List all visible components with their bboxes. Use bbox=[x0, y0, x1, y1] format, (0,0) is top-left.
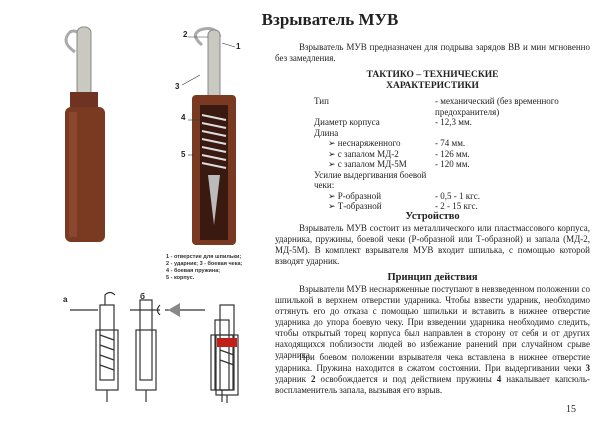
callout-3: 3 bbox=[175, 82, 180, 91]
intro-paragraph: Взрыватель МУВ предназначен для подрыва зарядов ВВ и мин мгновенно без замедления. bbox=[275, 42, 590, 63]
spec-label: Тип bbox=[314, 96, 329, 106]
ref-number: 2 bbox=[311, 374, 316, 384]
device-heading: Устройство bbox=[405, 211, 460, 222]
fuze-cutaway-photo bbox=[180, 25, 250, 250]
spec-label: ➢ Р-образной bbox=[328, 190, 382, 201]
text-run: накалывает капсюль-воспламенитель запала, вызывая его взрыв. bbox=[275, 374, 590, 395]
callout-5: 5 bbox=[181, 150, 186, 159]
spec-value: - 74 мм. bbox=[435, 138, 466, 148]
spec-row bbox=[314, 201, 584, 212]
page-title: Взрыватель МУВ bbox=[261, 10, 399, 29]
spec-row bbox=[314, 117, 584, 128]
text-run: При боевом положении взрывателя чека вставлена в нижнее отверстие ударника. Пружина находится в сжатом состоянии. При выдергивании чеки bbox=[275, 352, 590, 373]
spec-row bbox=[314, 138, 584, 149]
principle-paragraph-2 bbox=[275, 352, 590, 396]
tth-heading-line2: ХАРАКТЕРИСТИКИ bbox=[386, 81, 479, 91]
spec-row bbox=[314, 128, 584, 139]
caption-line: 5 - корпус. bbox=[166, 275, 195, 281]
caption-line: 1 - отверстие для шпильки; bbox=[166, 254, 242, 260]
diagram-label-b: б bbox=[140, 292, 145, 301]
spec-value: - 126 мм. bbox=[435, 148, 470, 159]
spec-value bbox=[435, 170, 584, 191]
spec-value: - 2 - 15 кгс. bbox=[435, 201, 478, 211]
text-run: освобождается и под действием пружины bbox=[315, 374, 497, 384]
spec-row bbox=[314, 170, 584, 191]
spec-value: - 120 мм. bbox=[435, 159, 470, 169]
spec-label: Диаметр корпуса bbox=[314, 117, 380, 127]
device-paragraph: Взрыватель МУВ состоит из металлического или пластмассового корпуса, ударника, пружины, боевой чеки (Р-образной или Т-образной) и запала (МД-2, МД-5М). В комплект взрывателя МУВ входит шпилька, с помощью которой взводят ударник. bbox=[275, 223, 590, 266]
spec-label: Усилие выдергивания боевой чеки: bbox=[314, 169, 427, 190]
caption-line: 2 - ударник; 3 - боевая чека; bbox=[166, 261, 243, 267]
ref-number: 3 bbox=[585, 363, 590, 373]
principle-heading: Принцип действия bbox=[387, 272, 478, 283]
callout-1: 1 bbox=[236, 42, 241, 51]
callout-4: 4 bbox=[181, 113, 186, 122]
spec-label: ➢ с запалом МД-5М bbox=[328, 159, 407, 169]
spec-row bbox=[314, 149, 584, 160]
spec-label: ➢ неснаряженного bbox=[328, 138, 401, 148]
spec-row bbox=[314, 159, 584, 170]
caption-line: 4 - боевая пружина; bbox=[166, 268, 221, 274]
ref-number: 4 bbox=[496, 374, 502, 384]
text-run: ударник bbox=[275, 374, 312, 384]
spec-value: - 12,3 мм. bbox=[435, 117, 472, 127]
spec-value bbox=[435, 128, 584, 139]
tth-heading bbox=[275, 70, 590, 92]
spec-row bbox=[314, 96, 584, 117]
callout-2: 2 bbox=[183, 30, 188, 39]
principle-paragraph-1: Взрыватели МУВ неснаряженные поступают в невзведенном положении со шпилькой в верхнем отверстии ударника. Чтобы взвести ударник, необходимо оттянуть его до отказа с помощью шпильки и вставить в нижнее отверстие ударника до упора боевую чеку. При взведении ударника необходимо следить, чтобы открытый торец корпуса был направлен в сторону от себя и от других находящихся поблизости людей во избежание ранений при случайном срыве ударника. bbox=[275, 284, 590, 360]
page-number: 15 bbox=[566, 404, 576, 415]
spec-label: ➢ с запалом МД-2 bbox=[328, 148, 399, 159]
fuze-photo bbox=[55, 22, 135, 247]
spec-value: - 0,5 - 1 кгс. bbox=[435, 190, 481, 201]
spec-row bbox=[314, 191, 584, 202]
diagram-label-a: а bbox=[63, 295, 68, 304]
specs-table bbox=[314, 96, 584, 212]
spec-label: ➢ Т-образной bbox=[328, 201, 382, 211]
tth-heading-line1: ТАКТИКО – ТЕХНИЧЕСКИЕ bbox=[366, 70, 499, 80]
armed-diagram bbox=[205, 300, 275, 405]
spec-value: - механический (без временного предохранителя) bbox=[435, 96, 559, 117]
spec-label: Длина bbox=[314, 127, 339, 138]
figure-caption bbox=[166, 254, 242, 282]
